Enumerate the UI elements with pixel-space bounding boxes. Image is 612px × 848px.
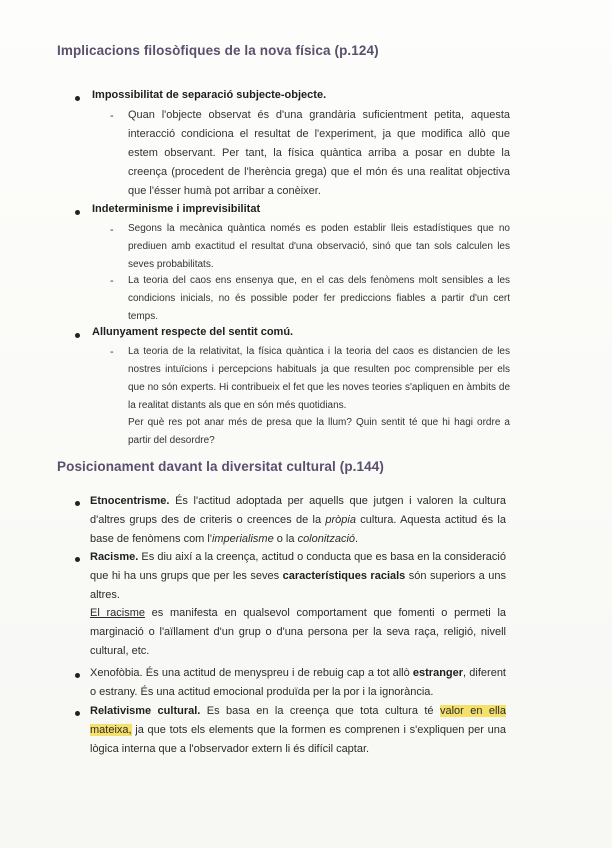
text: cultura. Aquesta actitud és la base de fenòmens com l' <box>90 514 506 545</box>
text-italic: imperialisme <box>211 533 274 545</box>
term-etnocentrisme: Etnocentrisme. <box>90 495 170 507</box>
item-paragraph: Per què res pot anar més de presa que la llum? Quin sentit té que hi hagi ordre a partir del desordre? <box>128 417 510 446</box>
bullet-dot <box>75 557 80 562</box>
item-title: Impossibilitat de separació subjecte-objecte. <box>92 89 327 101</box>
term-relativisme: Relativisme cultural. <box>90 705 201 717</box>
item-paragraph: La teoria del caos ens ensenya que, en el cas dels fenòmens molt sensibles a les condicions inicials, no és possible poder fer prediccions fiables a partir d'un cert temps. <box>128 275 510 322</box>
text: es manifesta en qualsevol comportament que fomenti o permeti la marginació o l'aïllament d'un grup o d'una persona per la seva raça, religió, nivell cultural, etc. <box>90 607 507 657</box>
dash-marker: - <box>110 275 114 287</box>
text-bold: estranger <box>412 667 464 679</box>
text-bold: característiques racials <box>282 570 406 582</box>
relativisme-paragraph <box>90 702 506 759</box>
text: . <box>355 533 359 545</box>
bullet-dot <box>75 711 80 716</box>
dash-marker: - <box>110 224 114 236</box>
dash-marker: - <box>110 110 114 122</box>
item-title: Allunyament respecte del sentit comú. <box>92 326 294 338</box>
item-title: Indeterminisme i imprevisibilitat <box>92 203 261 215</box>
text: o la <box>273 533 298 545</box>
section-heading-culture: Posicionament davant la diversitat cultural (p.144) <box>57 459 384 474</box>
racisme-paragraph <box>90 548 506 605</box>
item-paragraph: Segons la mecànica quàntica només es poden establir lleis estadístiques que no prediuen amb exactitud el resultat d'una observació, sinó que tan sols calculen les seves probabilitats. <box>128 223 510 270</box>
etnocentrisme-paragraph <box>90 492 506 549</box>
text-underlined: El racisme <box>90 607 145 619</box>
text: , diferent o estrany. És una actitud emocional produïda per la por i la ignorància. <box>90 667 506 698</box>
term-xenofobia: Xenofòbia. <box>90 667 143 679</box>
text: són superiors a uns altres. <box>90 570 506 601</box>
text: És una actitud de menyspreu i de rebuig cap a tot allò <box>142 667 413 679</box>
text-highlighted: valor en ella mateixa, <box>90 705 506 736</box>
text: Es basa en la creença que tota cultura té <box>200 705 440 717</box>
text: ja que tots els elements que la formen es comprenen i s'expliquen per una lògica interna que a l'observador extern li és difícil captar. <box>90 724 506 755</box>
text-italic: pròpia <box>325 514 356 526</box>
bullet-dot <box>75 501 80 506</box>
bullet-dot <box>75 210 80 215</box>
text: Es diu així a la creença, actitud o conducta que es basa en la consideració que hi ha uns grups que per les seves <box>90 551 506 582</box>
racisme-paragraph-2 <box>90 604 506 661</box>
item-paragraph: Quan l'objecte observat és d'una grandària suficientment petita, aquesta interacció condiciona el resultat de l'experiment, ja que modifica allò que estem observant. Per tant, la física quàntica arriba a posar en dubte la creença (procedent de l'herència grega) que el món és una realitat objectiva que l'ésser humà pot arribar a conèixer. <box>128 109 510 197</box>
bullet-dot <box>75 333 80 338</box>
text-italic: colonització <box>297 533 356 545</box>
bullet-dot <box>75 96 80 101</box>
xenofobia-paragraph <box>90 664 506 702</box>
item-paragraph: La teoria de la relativitat, la física quàntica i la teoria del caos es distancien de les nostres intuïcions i percepcions habituals ja que resulten poc comprensible per els que no són experts. Hi contribueix el fet que les noves teories s'apliquen en àmbits de la realitat distants als que en són més quotidians. <box>128 346 510 411</box>
dash-marker: - <box>110 346 114 358</box>
term-racisme: Racisme. <box>90 551 139 563</box>
section-heading-physics: Implicacions filosòfiques de la nova física (p.124) <box>57 43 379 58</box>
bullet-dot <box>75 673 80 678</box>
text: És l'actitud adoptada per aquells que jutgen i valoren la cultura d'altres grups des de criteris o creences de la <box>90 495 506 526</box>
